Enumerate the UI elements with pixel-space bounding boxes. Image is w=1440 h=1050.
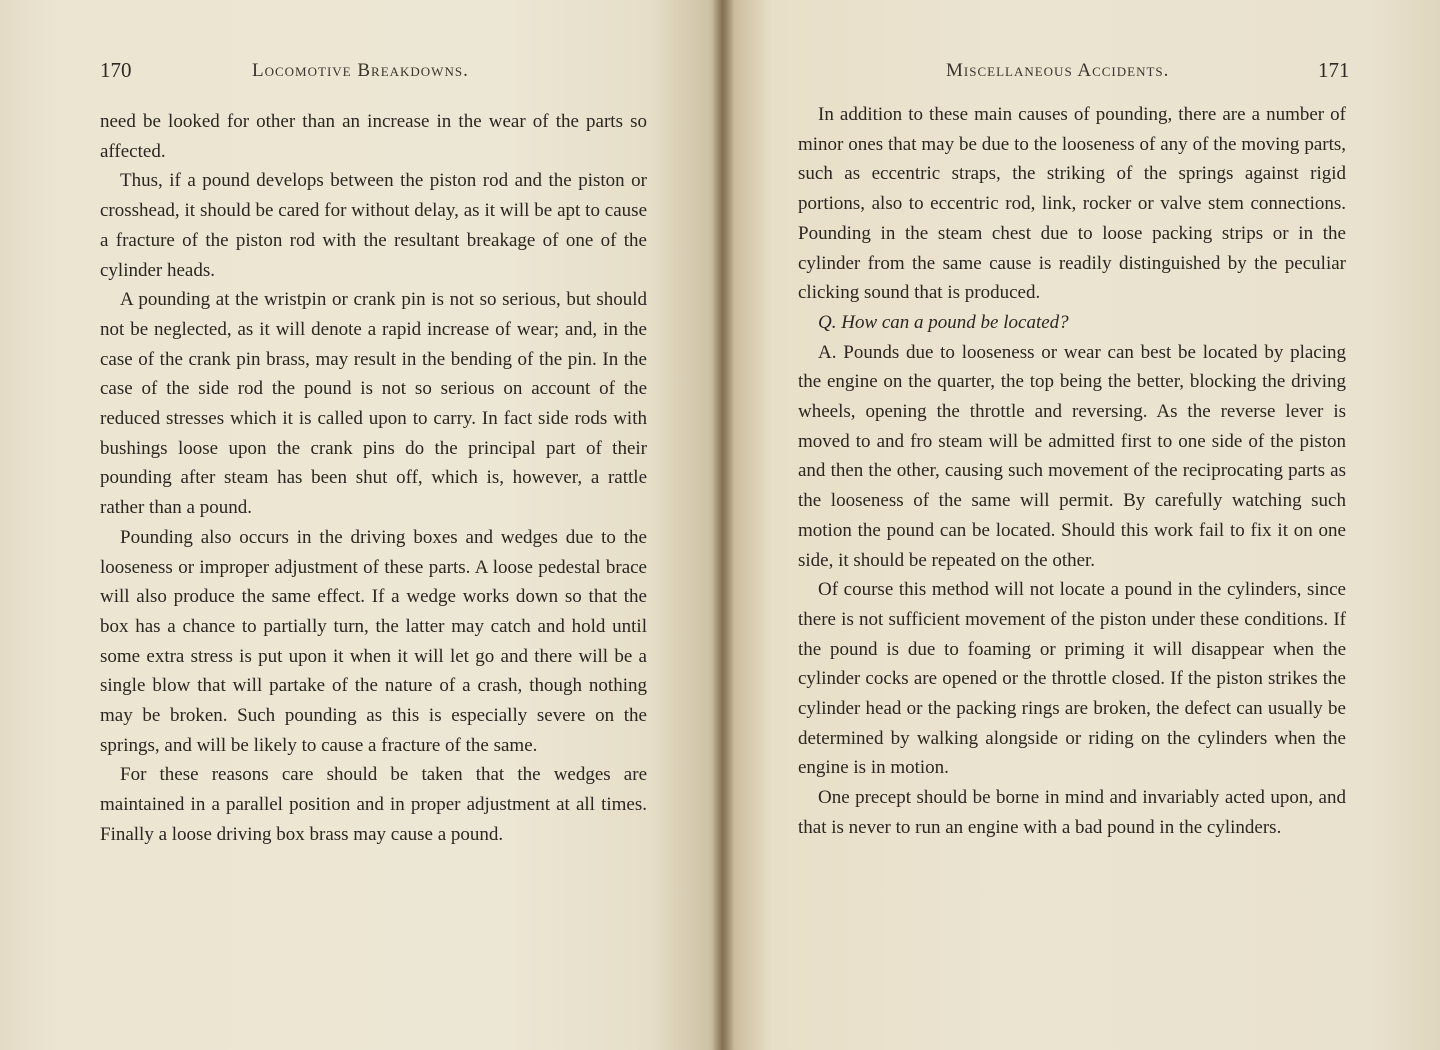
right-page-number: 171 (1318, 58, 1350, 82)
left-paragraph-2: Thus, if a pound develops between the piston rod and the piston or crosshead, it should be cared for without delay, as it will be apt to cause a fracture of the piston rod with the resultant breakage of one of the cylinder heads. (100, 170, 647, 281)
question-text: How can a pound be located? (841, 311, 1069, 333)
left-paragraph-1: need be looked for other than an increase in the wear of the parts so affected. (100, 111, 647, 162)
answer-label: A. (818, 341, 837, 363)
answer-paragraph (798, 338, 1346, 576)
right-paragraph-1: In addition to these main causes of pounding, there are a number of minor ones that may be due to the looseness of any of the moving parts, such as eccentric straps, the striking of the springs against rigid portions, also to eccentric rod, link, rocker or valve stem connections. Pounding in the steam chest due to loose packing strips or in the cylinder from the same cause is readily distinguished by the peculiar clicking sound that is produced. (798, 104, 1346, 304)
left-paragraph-5: For these reasons care should be taken that the wedges are maintained in a parallel position and in proper adjustment at all times. Finally a loose driving box brass may cause a pound. (100, 764, 647, 845)
right-paragraph-4: One precept should be borne in mind and invariably acted upon, and that is never to run an engine with a bad pound in the cylinders. (798, 787, 1346, 838)
right-page-body (798, 100, 1346, 843)
right-paragraph-3: Of course this method will not locate a pound in the cylinders, since there is not sufficient movement of the piston under these conditions. If the pound is due to foaming or priming it will disappear when the cylinder cocks are opened or the throttle closed. If the piston strikes the cylinder head or the packing rings are broken, the defect can usually be determined by walking alongside or riding on the cylinders when the engine is in motion. (798, 579, 1346, 779)
left-page-number: 170 (100, 58, 132, 82)
left-paragraph-4: Pounding also occurs in the driving boxes and wedges due to the looseness or improper adjustment of these parts. A loose pedestal brace will also produce the same effect. If a wedge works down so that the box has a chance to partially turn, the latter may catch and hold until some extra stress is put upon it when it will let go and there will be a single blow that will partake of the nature of a crash, though nothing may be broken. Such pounding as this is especially severe on the springs, and will be likely to cause a fracture of the same. (100, 526, 647, 756)
left-running-head: Locomotive Breakdowns. (252, 60, 469, 81)
left-page-body (100, 107, 647, 850)
book-gutter (712, 0, 734, 1050)
question-line (798, 308, 1346, 338)
left-paragraph-3: A pounding at the wristpin or crank pin is not so serious, but should not be neglected, as it will denote a rapid increase of wear; and, in the case of the crank pin brass, may result in the bending of the pin. In the case of the side rod the pound is not so serious on account of the reduced stresses which it is called upon to carry. In fact side rods with bushings loose upon the crank pins do the principal part of their pounding after steam has been shut off, which is, however, a rattle rather than a pound. (100, 289, 647, 519)
right-page (722, 0, 1440, 1050)
question-label: Q. (818, 311, 837, 333)
answer-text: Pounds due to looseness or wear can best be located by placing the engine on the quarter, the top being the better, blocking the driving wheels, opening the throttle and reversing. As the reverse lever is moved to and fro steam will be admitted first to one side of the piston and then the other, causing such movement of the reciprocating parts as the looseness of the same will permit. By carefully watching such motion the pound can be located. Should this work fail to fix it on one side, it should be repeated on the other. (798, 341, 1346, 571)
right-running-head: Miscellaneous Accidents. (946, 60, 1170, 81)
